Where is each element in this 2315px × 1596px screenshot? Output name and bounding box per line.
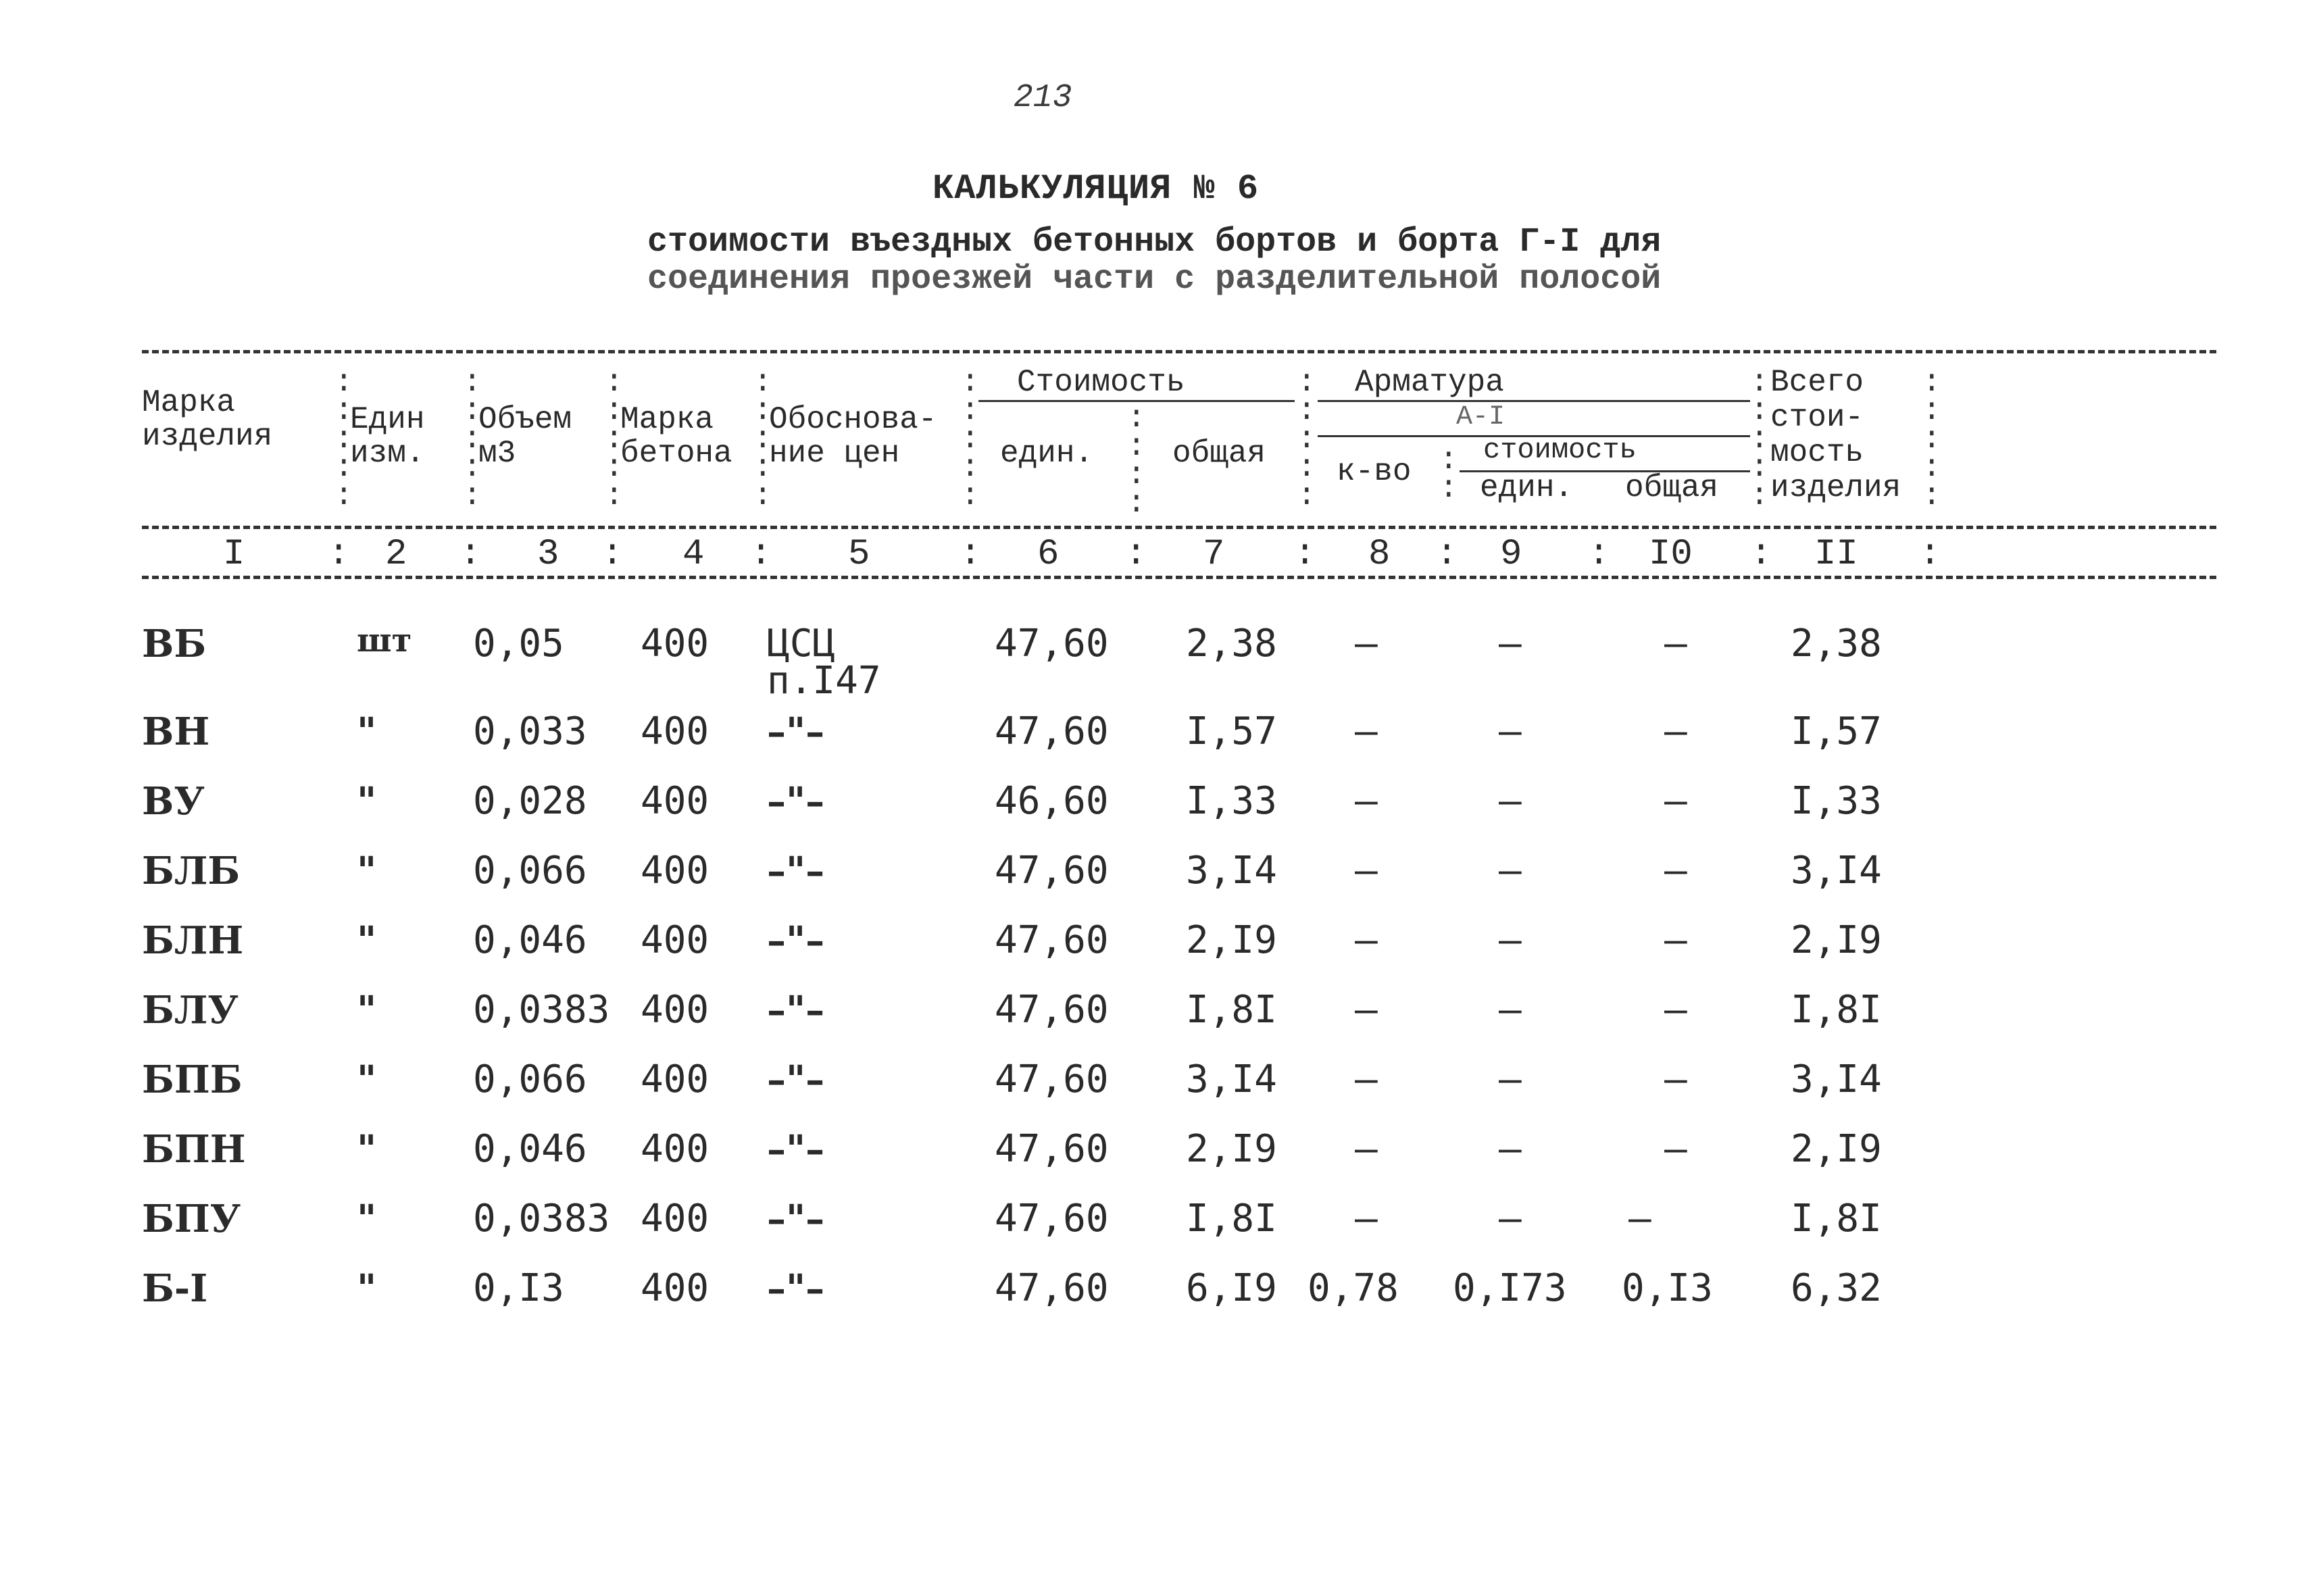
- cell-arm-total: –: [1664, 779, 1687, 823]
- cell-unit: ": [357, 988, 377, 1032]
- header-vsego-1: Всего: [1770, 365, 1864, 400]
- cell-arm-unit: –: [1499, 1057, 1522, 1101]
- header-separator: : : : : :: [1750, 365, 1769, 514]
- cell-unit-cost: 47,60: [995, 1266, 1109, 1310]
- header-bottom-rule: [142, 526, 2216, 529]
- cell-basis: –"–: [767, 849, 825, 893]
- header-separator: : : : : :: [753, 365, 772, 514]
- cell-qty: –: [1355, 918, 1378, 962]
- cell-arm-unit: –: [1499, 622, 1522, 666]
- cell-mark: Б-I: [142, 1266, 208, 1311]
- document-title: КАЛЬКУЛЯЦИЯ № 6: [932, 169, 1260, 209]
- cell-basis: –"–: [767, 1057, 825, 1102]
- cell-grand-total: 3,I4: [1791, 849, 1882, 893]
- header-armatura-obshaya: общая: [1625, 470, 1719, 505]
- cell-arm-total: –: [1664, 988, 1687, 1032]
- table-row: [0, 1057, 2315, 1112]
- cell-grand-total: I,33: [1791, 779, 1882, 823]
- header-stoimost-obshaya: общая: [1172, 436, 1266, 471]
- column-number-separators: :: [1919, 534, 1941, 575]
- cell-total-cost: 3,I4: [1186, 849, 1277, 893]
- table-row: [0, 709, 2315, 764]
- column-number-separators: :: [750, 534, 772, 575]
- cell-arm-total: –: [1664, 709, 1687, 753]
- cell-basis: –"–: [767, 1266, 825, 1311]
- cell-unit-cost: 47,60: [995, 849, 1109, 893]
- cell-basis: –"–: [767, 1197, 825, 1241]
- column-number: 7: [1203, 534, 1225, 575]
- cell-concrete: 400: [641, 1197, 710, 1241]
- table-row: [0, 918, 2315, 972]
- header-separator: : : : :: [1127, 401, 1146, 521]
- header-armatura: Арматура: [1355, 365, 1504, 400]
- column-number: II: [1814, 534, 1858, 575]
- cell-basis: –"–: [767, 1127, 825, 1172]
- cell-unit: ": [357, 779, 377, 824]
- cell-basis: ЦСЦ: [767, 622, 836, 666]
- cell-unit: ": [357, 1266, 377, 1311]
- cell-arm-total: –: [1664, 1057, 1687, 1101]
- cell-grand-total: I,8I: [1791, 1197, 1882, 1241]
- cell-volume: 0,0383: [473, 1197, 610, 1241]
- column-number-separators: :: [1125, 534, 1147, 575]
- cell-mark: БПУ: [142, 1197, 241, 1241]
- cell-arm-total: –: [1664, 622, 1687, 666]
- cell-mark: БЛН: [142, 918, 244, 963]
- cell-total-cost: I,8I: [1186, 988, 1277, 1032]
- header-armatura-class: А-I: [1456, 402, 1505, 432]
- header-obem-2: м3: [478, 436, 516, 471]
- cell-total-cost: 6,I9: [1186, 1266, 1277, 1310]
- cell-unit-cost: 46,60: [995, 779, 1109, 823]
- table-row: [0, 1266, 2315, 1320]
- header-edin-izm-2: изм.: [350, 436, 425, 471]
- cell-mark: ВУ: [142, 779, 205, 824]
- column-number-separators: :: [960, 534, 982, 575]
- column-number: 2: [385, 534, 407, 575]
- cell-volume: 0,0383: [473, 988, 610, 1032]
- cell-concrete: 400: [641, 988, 710, 1032]
- cell-volume: 0,046: [473, 1127, 587, 1171]
- header-armatura-underline: [1318, 400, 1750, 402]
- column-number: I: [223, 534, 245, 575]
- cell-qty: –: [1355, 779, 1378, 823]
- header-vsego-3: мость: [1770, 435, 1864, 470]
- cell-unit: ": [357, 1057, 377, 1102]
- header-edin-izm-1: Един: [350, 402, 425, 437]
- column-number-separators: :: [1436, 534, 1458, 575]
- cell-arm-unit: –: [1499, 709, 1522, 753]
- header-separator: : : : : :: [961, 365, 980, 514]
- page-number: 213: [1014, 80, 1072, 116]
- table-row: [0, 988, 2315, 1042]
- column-number: 3: [537, 534, 559, 575]
- cell-arm-unit: –: [1499, 988, 1522, 1032]
- document-subtitle-line1: стоимости въездных бетонных бортов и борта Г-I для: [647, 223, 1662, 261]
- cell-total-cost: 3,I4: [1186, 1057, 1277, 1101]
- cell-basis: –"–: [767, 988, 825, 1032]
- cell-arm-unit: –: [1499, 1127, 1522, 1171]
- cell-mark: БЛУ: [142, 988, 239, 1032]
- cell-arm-unit: –: [1499, 779, 1522, 823]
- cell-arm-total: –: [1664, 849, 1687, 893]
- column-number: 8: [1368, 534, 1391, 575]
- header-vsego-2: стои-: [1770, 400, 1864, 435]
- cell-concrete: 400: [641, 622, 710, 666]
- header-marka-betona-1: Марка: [620, 402, 714, 437]
- cell-grand-total: 6,32: [1791, 1266, 1882, 1310]
- cell-qty: –: [1355, 1057, 1378, 1101]
- header-armatura-kvo: к-во: [1337, 454, 1412, 489]
- cell-total-cost: I,57: [1186, 709, 1277, 753]
- cell-arm-unit: –: [1499, 918, 1522, 962]
- header-armatura-edin: един.: [1480, 470, 1574, 505]
- cell-qty: –: [1355, 622, 1378, 666]
- cell-concrete: 400: [641, 779, 710, 823]
- header-separator: : : : : :: [334, 365, 353, 514]
- column-number-separators: :: [459, 534, 482, 575]
- cell-volume: 0,05: [473, 622, 564, 666]
- cell-unit-cost: 47,60: [995, 1197, 1109, 1241]
- header-armatura-stoimost: стоимость: [1483, 434, 1637, 466]
- header-separator: : : : : :: [463, 365, 482, 514]
- cell-basis: –"–: [767, 709, 825, 754]
- header-stoimost: Стоимость: [1017, 365, 1185, 400]
- table-row: [0, 622, 2315, 703]
- cell-concrete: 400: [641, 1057, 710, 1101]
- cell-concrete: 400: [641, 1127, 710, 1171]
- header-obem-1: Объем: [478, 402, 572, 437]
- cell-grand-total: 3,I4: [1791, 1057, 1882, 1101]
- cell-concrete: 400: [641, 1266, 710, 1310]
- column-number: 5: [848, 534, 870, 575]
- header-marka-betona-2: бетона: [620, 436, 732, 471]
- cell-qty: –: [1355, 709, 1378, 753]
- cell-qty: 0,78: [1308, 1266, 1399, 1310]
- cell-unit: ": [357, 1197, 377, 1241]
- column-number-separators: :: [328, 534, 350, 575]
- cell-arm-total: 0,I3: [1622, 1266, 1713, 1310]
- header-separator: : : : : :: [1297, 365, 1316, 514]
- column-number: 4: [682, 534, 705, 575]
- cell-total-cost: I,8I: [1186, 1197, 1277, 1241]
- cell-arm-total: –: [1664, 918, 1687, 962]
- header-separator: : : : : :: [1922, 365, 1941, 514]
- cell-volume: 0,066: [473, 1057, 587, 1101]
- cell-total-cost: 2,I9: [1186, 918, 1277, 962]
- cell-volume: 0,028: [473, 779, 587, 823]
- cell-mark: ВБ: [142, 622, 207, 666]
- table-row: [0, 779, 2315, 833]
- cell-unit-cost: 47,60: [995, 1057, 1109, 1101]
- header-marka-izdeliya-2: изделия: [142, 419, 273, 454]
- column-number: I0: [1649, 534, 1693, 575]
- column-number-separators: :: [1588, 534, 1610, 575]
- column-number-separators: :: [1294, 534, 1316, 575]
- column-number: 9: [1500, 534, 1522, 575]
- cell-mark: БПН: [142, 1127, 246, 1172]
- cell-volume: 0,I3: [473, 1266, 564, 1310]
- cell-unit-cost: 47,60: [995, 622, 1109, 666]
- cell-arm-unit: –: [1499, 849, 1522, 893]
- cell-grand-total: I,8I: [1791, 988, 1882, 1032]
- column-number-separators: :: [1750, 534, 1772, 575]
- cell-arm-total: –: [1628, 1197, 1651, 1241]
- cell-unit: шт: [357, 622, 412, 659]
- cell-mark: ВН: [142, 709, 210, 754]
- cell-arm-unit: 0,I73: [1453, 1266, 1567, 1310]
- column-number: 6: [1037, 534, 1060, 575]
- cell-qty: –: [1355, 988, 1378, 1032]
- header-marka-izdeliya-1: Марка: [142, 385, 236, 420]
- header-obosnovanie-2: ние цен: [769, 436, 900, 471]
- cell-total-cost: 2,38: [1186, 622, 1277, 666]
- cell-volume: 0,033: [473, 709, 587, 753]
- cell-arm-unit: –: [1499, 1197, 1522, 1241]
- cell-basis-line2: п.I47: [767, 659, 881, 703]
- cell-basis: –"–: [767, 918, 825, 963]
- header-stoimost-edin: един.: [1000, 436, 1094, 471]
- header-separator: : : : : :: [605, 365, 624, 514]
- cell-unit: ": [357, 918, 377, 963]
- table-top-rule: [142, 350, 2216, 353]
- cell-volume: 0,046: [473, 918, 587, 962]
- header-separator: : :: [1439, 443, 1458, 506]
- cell-unit-cost: 47,60: [995, 988, 1109, 1032]
- cell-grand-total: 2,I9: [1791, 1127, 1882, 1171]
- column-number-separators: :: [601, 534, 624, 575]
- cell-mark: БПБ: [142, 1057, 243, 1102]
- cell-unit: ": [357, 1127, 377, 1172]
- cell-grand-total: 2,38: [1791, 622, 1882, 666]
- cell-concrete: 400: [641, 849, 710, 893]
- cell-grand-total: I,57: [1791, 709, 1882, 753]
- cell-mark: БЛБ: [142, 849, 241, 893]
- cell-concrete: 400: [641, 918, 710, 962]
- cell-qty: –: [1355, 1197, 1378, 1241]
- cell-grand-total: 2,I9: [1791, 918, 1882, 962]
- table-row: [0, 1197, 2315, 1251]
- cell-unit-cost: 47,60: [995, 709, 1109, 753]
- column-number-bottom-rule: [142, 576, 2216, 579]
- cell-unit: ": [357, 709, 377, 754]
- cell-concrete: 400: [641, 709, 710, 753]
- cell-total-cost: 2,I9: [1186, 1127, 1277, 1171]
- header-vsego-4: изделия: [1770, 470, 1901, 505]
- cell-basis: –"–: [767, 779, 825, 824]
- header-obosnovanie-1: Обоснова-: [769, 402, 937, 437]
- cell-unit: ": [357, 849, 377, 893]
- cell-unit-cost: 47,60: [995, 918, 1109, 962]
- table-row: [0, 1127, 2315, 1181]
- cell-volume: 0,066: [473, 849, 587, 893]
- document-subtitle-line2: соединения проезжей части с разделительной полосой: [647, 260, 1662, 299]
- cell-qty: –: [1355, 1127, 1378, 1171]
- cell-arm-total: –: [1664, 1127, 1687, 1171]
- table-row: [0, 849, 2315, 903]
- cell-unit-cost: 47,60: [995, 1127, 1109, 1171]
- cell-total-cost: I,33: [1186, 779, 1277, 823]
- cell-qty: –: [1355, 849, 1378, 893]
